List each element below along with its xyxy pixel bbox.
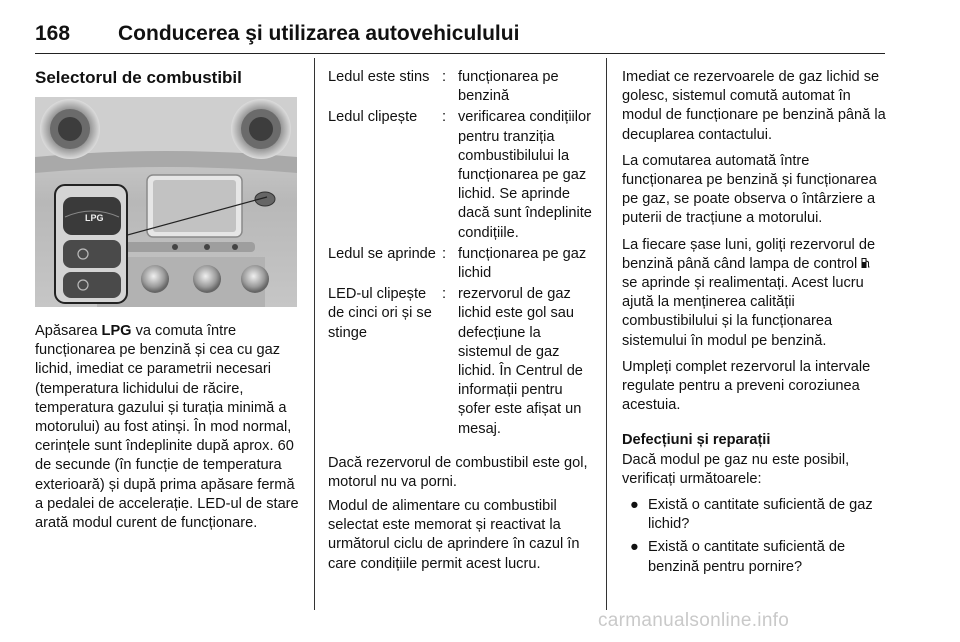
col2-paragraph-empty-tank: Dacă rezervorul de combustibil este gol, motorul nu va porni. bbox=[328, 455, 588, 491]
led-meaning: funcționarea pe gaz lichid bbox=[458, 245, 587, 282]
page-number: 168 bbox=[35, 22, 71, 45]
led-state: Ledul se aprinde bbox=[328, 245, 436, 262]
led-colon: : bbox=[442, 245, 447, 262]
col1-intro-rest: va comuta între funcționarea pe benzină și cea cu gaz lichid, imediat ce parametrii necesari (temperatura lichidului de răcire, temperatura gazului și turația minimă a motorului) au fost atinși. În mod normal, cerințele sunt îndeplinite după aprox. 60 de secunde (în funcție de temperatura exterioară) și după prima apăsare fermă a pedalei de accelerație. LED-ul de stare arată modul curent de funcționare. bbox=[35, 323, 299, 532]
led-row bbox=[328, 108, 594, 242]
fuel-pump-icon bbox=[861, 256, 870, 268]
col3-paragraph-six-months bbox=[622, 236, 887, 351]
bullet-icon: ● bbox=[630, 497, 639, 514]
led-row bbox=[328, 68, 594, 106]
led-colon: : bbox=[442, 109, 447, 126]
led-meaning: rezervorul de gaz lichid este gol sau defecțiune la sistemul de gaz lichid. În Centrul de informații pentru șofer este afișat un mesaj. bbox=[458, 286, 583, 437]
faults-intro: Dacă modul pe gaz nu este posibil, verificați următoarele: bbox=[622, 451, 850, 487]
led-status-table bbox=[328, 68, 594, 441]
col1-intro-prefix: Apăsarea bbox=[35, 323, 102, 339]
dashboard-figure bbox=[35, 97, 297, 307]
bullet-icon: ● bbox=[630, 539, 639, 556]
led-colon: : bbox=[442, 286, 447, 303]
led-state: LED-ul clipește de cinci ori și se stinge bbox=[328, 286, 432, 341]
bullet-text: Există o cantitate suficientă de gaz lichid? bbox=[648, 497, 873, 533]
led-meaning: verificarea condițiilor pentru tranziția combustibilului la funcționarea pe gaz lichid. Se aprinde dacă sunt îndeplinite condițiile. bbox=[458, 109, 592, 241]
lpg-bold-term: LPG bbox=[101, 323, 132, 339]
lpg-button-label: LPG bbox=[85, 213, 104, 223]
section-title: Selectorul de combustibil bbox=[35, 68, 242, 87]
led-meaning: funcționarea pe benzină bbox=[458, 69, 559, 105]
faults-subheading: Defecțiuni și reparații bbox=[622, 432, 771, 449]
col3-para3-before: La fiecare șase luni, goliți rezervorul de benzină până când lampa de control bbox=[622, 236, 876, 272]
bullet-text: Există o cantitate suficientă de benzină pentru pornire? bbox=[648, 539, 846, 575]
led-colon: : bbox=[442, 69, 447, 85]
col3-paragraph-auto-switch: Imediat ce rezervoarele de gaz lichid se golesc, sistemul comută automat în modul de funcționare pe benzină până la decuplarea contactului. bbox=[622, 69, 886, 143]
col1-paragraph bbox=[35, 322, 300, 533]
list-item bbox=[622, 496, 887, 534]
col2-paragraph-memory: Modul de alimentare cu combustibil selectat este memorat și reactivat la următorul ciclu de aprindere în cazul în care condițiile permit acest lucru. bbox=[328, 498, 580, 572]
column-divider-2 bbox=[606, 58, 607, 610]
dashboard-illustration bbox=[35, 97, 297, 307]
led-row bbox=[328, 245, 594, 283]
col3 bbox=[622, 68, 887, 581]
col3-paragraph-delay: La comutarea automată între funcționarea pe benzină și funcționarea pe gaz, se poate observa o întârziere a puterii de tracțiune a motorului. bbox=[622, 152, 877, 227]
led-state: Ledul clipește bbox=[328, 109, 418, 126]
column-divider-1 bbox=[314, 58, 315, 610]
chapter-title: Conducerea şi utilizarea autovehiculului bbox=[118, 22, 520, 45]
led-state: Ledul este stins bbox=[328, 69, 430, 85]
header-divider bbox=[35, 53, 885, 54]
col3-para3-after: se aprinde și realimentați. Acest lucru ajută la menținerea calității combustibilului și la funcționarea sistemului în modul pe benzină. bbox=[622, 275, 864, 349]
watermark: carmanualsonline.info bbox=[598, 610, 790, 631]
col3-paragraph-fill-tank: Umpleți complet rezervorul la intervale regulate pentru a preveni coroziunea acestuia. bbox=[622, 358, 871, 414]
led-row bbox=[328, 285, 594, 439]
list-item bbox=[622, 538, 887, 576]
